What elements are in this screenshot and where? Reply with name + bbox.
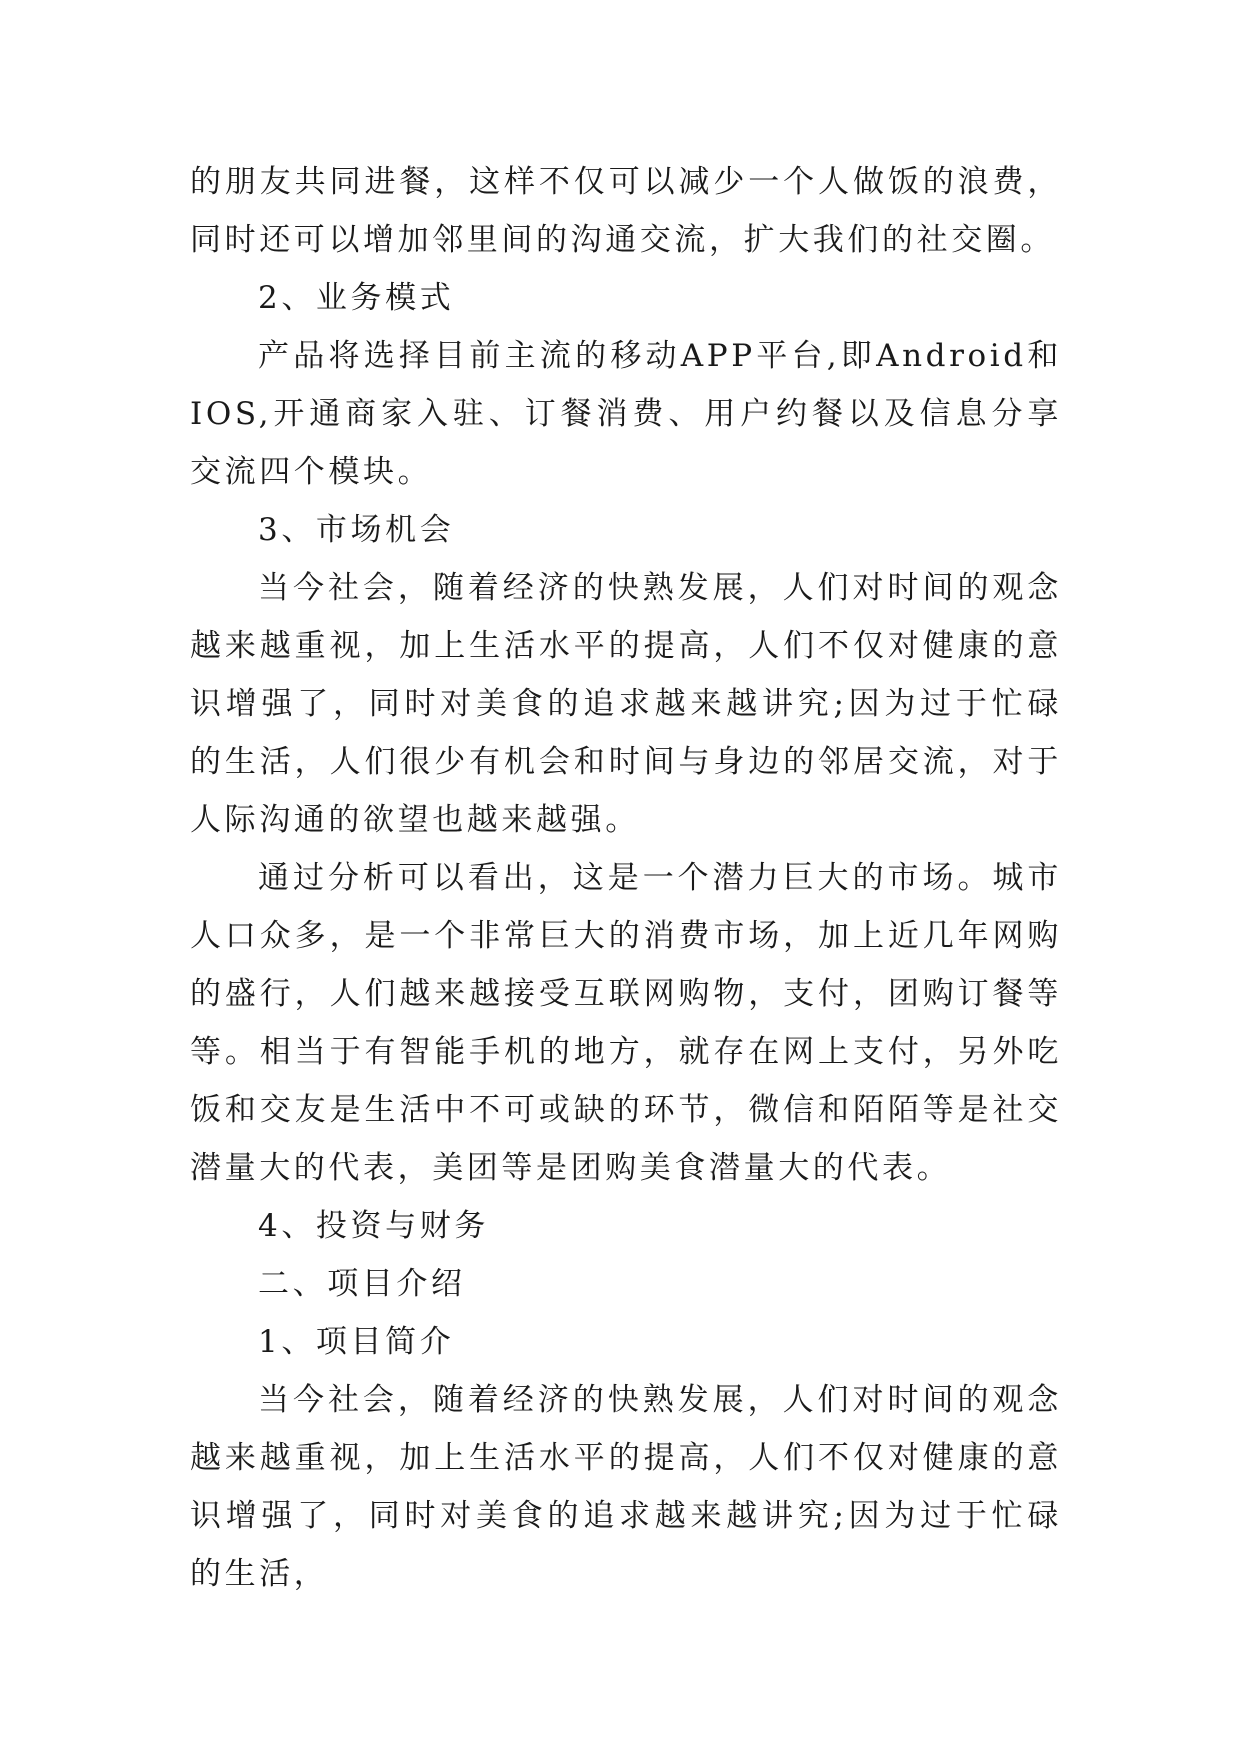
paragraph-society: 当今社会，随着经济的快熟发展，人们对时间的观念越来越重视，加上生活水平的提高，人们不仅对健康的意识增强了，同时对美食的追求越来越讲究;因为过于忙碌的生活，人们很少有机会和时间与身边的邻居交流，对于人际沟通的欲望也越来越强。 <box>190 570 1062 838</box>
paragraph-continuation: 的朋友共同进餐，这样不仅可以减少一个人做饭的浪费，同时还可以增加邻里间的沟通交流，扩大我们的社交圈。 <box>190 164 1062 258</box>
document-body <box>190 153 1062 1603</box>
heading-market-opportunity: 3、市场机会 <box>258 512 455 548</box>
heading-business-model: 2、业务模式 <box>258 280 455 316</box>
paragraph-analysis: 通过分析可以看出，这是一个潜力巨大的市场。城市人口众多，是一个非常巨大的消费市场，加上近几年网购的盛行，人们越来越接受互联网购物，支付，团购订餐等等。相当于有智能手机的地方，就存在网上支付，另外吃饭和交友是生活中不可或缺的环节，微信和陌陌等是社交潜量大的代表，美团等是团购美食潜量大的代表。 <box>190 860 1062 1186</box>
heading-project-intro: 二、项目介绍 <box>258 1266 466 1302</box>
heading-investment-finance: 4、投资与财务 <box>258 1208 489 1244</box>
paragraph-summary: 当今社会，随着经济的快熟发展，人们对时间的观念越来越重视，加上生活水平的提高，人们不仅对健康的意识增强了，同时对美食的追求越来越讲究;因为过于忙碌的生活， <box>190 1382 1062 1592</box>
heading-project-summary: 1、项目简介 <box>258 1324 455 1360</box>
paragraph-platform: 产品将选择目前主流的移动APP平台,即Android和IOS,开通商家入驻、订餐消费、用户约餐以及信息分享交流四个模块。 <box>190 338 1062 490</box>
